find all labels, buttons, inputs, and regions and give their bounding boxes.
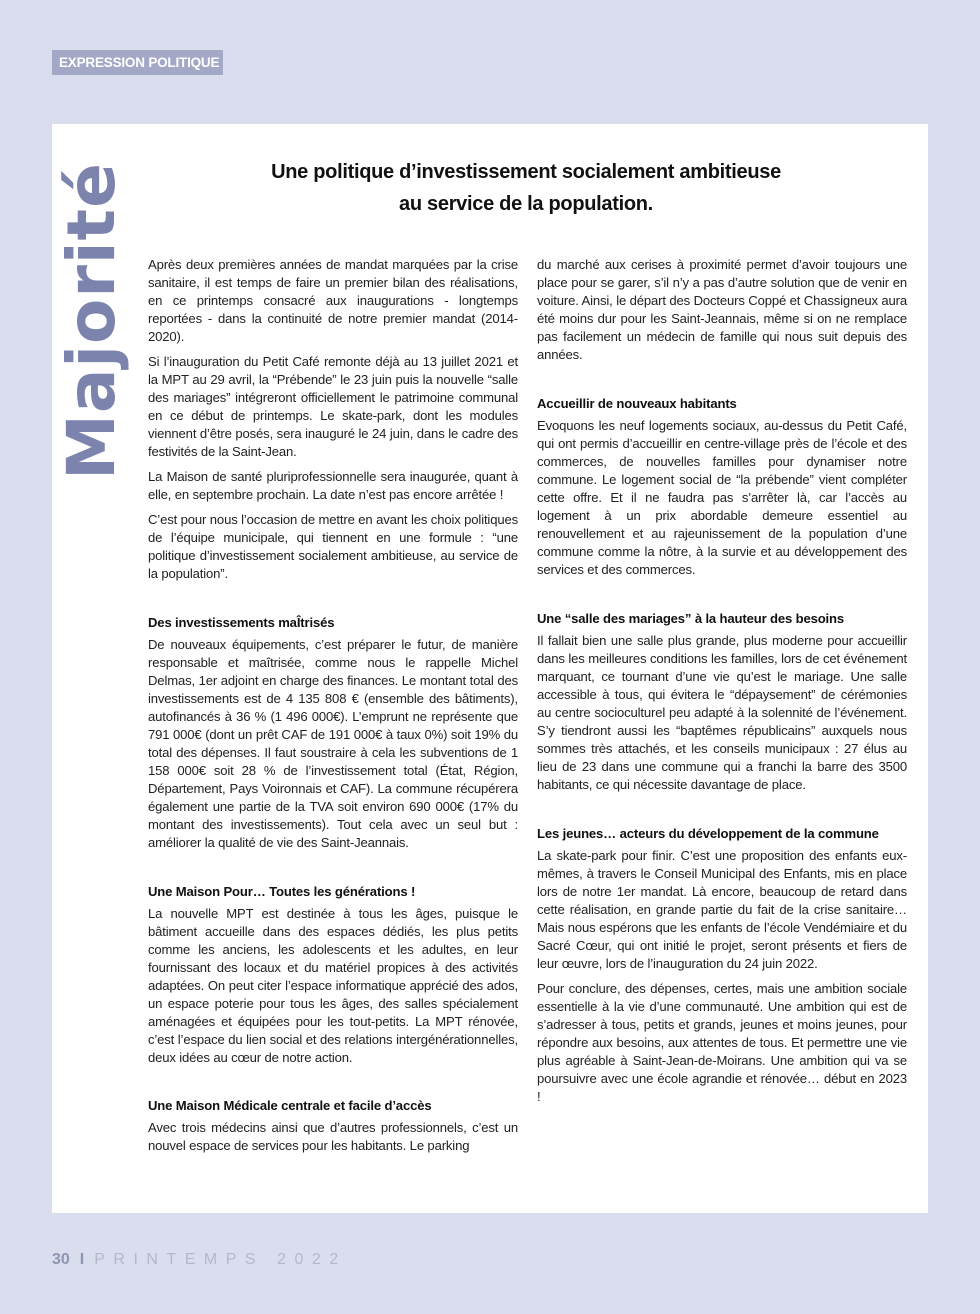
paragraph: La nouvelle MPT est destinée à tous les âges, puisque le bâtiment accueille dans des espaces dédiés, les plus petits comme les anciens, les adolescents et les adultes, en leur fournissant des locaux et du matériel propices à des activités adaptées. On peut citer l’espace informatique apprécié des ados, un espace poterie pour tous les âges, des salles spécialement aménagées et équipées pour les tout-petits. La MPT rénovée, c’est l’espace du lien social et des relations intergénérationnelles, deux idées au cœur de notre action. — [148, 906, 518, 1065]
footer-season: PRINTEMPS 2022 — [94, 1251, 347, 1268]
paragraph: La skate-park pour finir. C’est une proposition des enfants eux-mêmes, à travers le Conseil Municipal des Enfants, mis en place lors de notre 1er mandat. Là encore, beaucoup de retard dans cette réalisation, en grande partie du fait de la crise sanitaire… Mais nous espérons que les enfants de l’école Vendémiaire et du Sacré Cœur, qui ont initié le projet, seront présents et fiers de leur œuvre, lors de l’inauguration du 24 juin 2022. — [537, 848, 907, 971]
section-heading: Une Maison Médicale centrale et facile d’accès — [148, 1098, 432, 1113]
paragraph: Evoquons les neuf logements sociaux, au-dessus du Petit Café, qui ont permis d’accueillir en centre-village près de l’école et des commerces, de nouvelles familles pour dynamiser notre commune. Le logement social de “la prébende” vient compléter cette offre. Et il ne faudra pas s’arrêter là, car l’accès au logement à un prix abordable demeure essentiel au renouvellement et au rajeunissement de la population d’une commune comme la nôtre, à la survie et au développement des services et des commerces. — [537, 418, 907, 577]
spacer — [537, 801, 907, 825]
footer-separator: I — [79, 1251, 85, 1268]
article-title — [148, 156, 904, 220]
paragraph: La Maison de santé pluriprofessionnelle sera inaugurée, quant à elle, en septembre prochain. La date n’est pas encore arrêtée ! — [148, 469, 518, 502]
section-heading: Une Maison Pour… Toutes les générations ! — [148, 884, 416, 899]
article-title-line1: Une politique d’investissement socialement ambitieuse — [271, 161, 781, 183]
paragraph: De nouveaux équipements, c’est préparer le futur, de manière responsable et maîtrisée, comme nous le rappelle Michel Delmas, 1er adjoint en charge des finances. Le montant total des investissements est de 4 135 808 € (ensemble des bâtiments), autofinancés à 36 % (1 496 000€). L’emprunt ne représente que 791 000€ (dont un prêt CAF de 191 000€ à taux 0%) soit 19% du total des dépenses. Il faut soustraire à cela les subventions de 1 158 000€ soit 28 % de l’investissement total (État, Région, Département, Pays Voironnais et CAF). La commune récupérera également une partie de la TVA soit environ 690 000€ (17% du montant des investissements). Tout cela avec un seul but : améliorer la qualité de vie des Saint-Jeannais. — [148, 637, 518, 850]
right-column — [537, 256, 907, 1113]
spacer — [148, 859, 518, 883]
section-heading: Une “salle des mariages” à la hauteur des besoins — [537, 611, 845, 626]
section-heading: Les jeunes… acteurs du développement de la commune — [537, 826, 879, 841]
page-number: 30 — [52, 1251, 70, 1268]
paragraph: Si l’inauguration du Petit Café remonte déjà au 13 juillet 2021 et la MPT au 29 avril, la “Prébende” le 23 juin puis la nouvelle “salle des mariages” intégreront officiellement le patrimoine communal en ce début de printemps. Le skate-park, dont les modules viennent d’être posés, sera inauguré le 24 juin, dans le cadre des festivités de la Saint-Jean. — [148, 354, 518, 459]
section-heading: Accueillir de nouveaux habitants — [537, 396, 737, 411]
paragraph: du marché aux cerises à proximité permet d’avoir toujours une place pour se garer, s’il n’y a pas d’autre solution que de venir en voiture. Ainsi, le départ des Docteurs Coppé et Chassigneux aura été moins dur pour les Saint-Jeannais, même si on ne remplace pas facilement un médecin de famille qui nous suit depuis des années. — [537, 257, 907, 362]
spacer — [148, 590, 518, 614]
spacer — [537, 586, 907, 610]
page-footer — [52, 1248, 347, 1272]
article-title-line2: au service de la population. — [399, 193, 653, 215]
left-column — [148, 256, 518, 1162]
paragraph: Avec trois médecins ainsi que d’autres professionnels, c’est un nouvel espace de services pour les habitants. Le parking — [148, 1120, 518, 1153]
paragraph: Après deux premières années de mandat marquées par la crise sanitaire, il est temps de faire un premier bilan des réalisations, en ce printemps consacré aux inaugurations - longtemps reportées - dans la continuité de notre premier mandat (2014-2020). — [148, 257, 518, 344]
spacer — [148, 1074, 518, 1097]
paragraph: C’est pour nous l’occasion de mettre en avant les choix politiques de l’équipe municipale, qui tiennent en une formule : “une politique d’investissement socialement ambitieuse, au service de la population”. — [148, 512, 518, 581]
side-label-text: Majorité — [53, 162, 130, 480]
side-label — [53, 146, 130, 496]
spacer — [537, 371, 907, 395]
paragraph: Il fallait bien une salle plus grande, plus moderne pour accueillir dans les meilleures conditions les familles, lors de cet événement marquant, ce tournant d’une vie qu’est le mariage. Une salle accessible à tous, qui évitera le “dépaysement” de cérémonies au centre socioculturel peu adapté à la solennité de l’événement. S’y tiendront aussi les “baptêmes républicains” auxquels nous sommes très attachés, et les conseils municipaux : 27 élus au lieu de 23 dans une commune qui a franchi la barre des 3500 habitants, ce qui nécessite davantage de place. — [537, 633, 907, 792]
section-heading: Des investissements maÎtrisés — [148, 615, 335, 630]
paragraph: Pour conclure, des dépenses, certes, mais une ambition sociale essentielle à la vie d’une communauté. Une ambition qui est de s’adresser à tous, petits et grands, jeunes et moins jeunes, pour répondre aux besoins, aux attentes de tous. Et permettre une vie plus agréable à Saint-Jean-de-Moirans. Une ambition qui va se poursuivre avec une école agrandie et rénovée… début en 2023 ! — [537, 981, 907, 1104]
section-tag: EXPRESSION POLITIQUE — [52, 50, 223, 75]
